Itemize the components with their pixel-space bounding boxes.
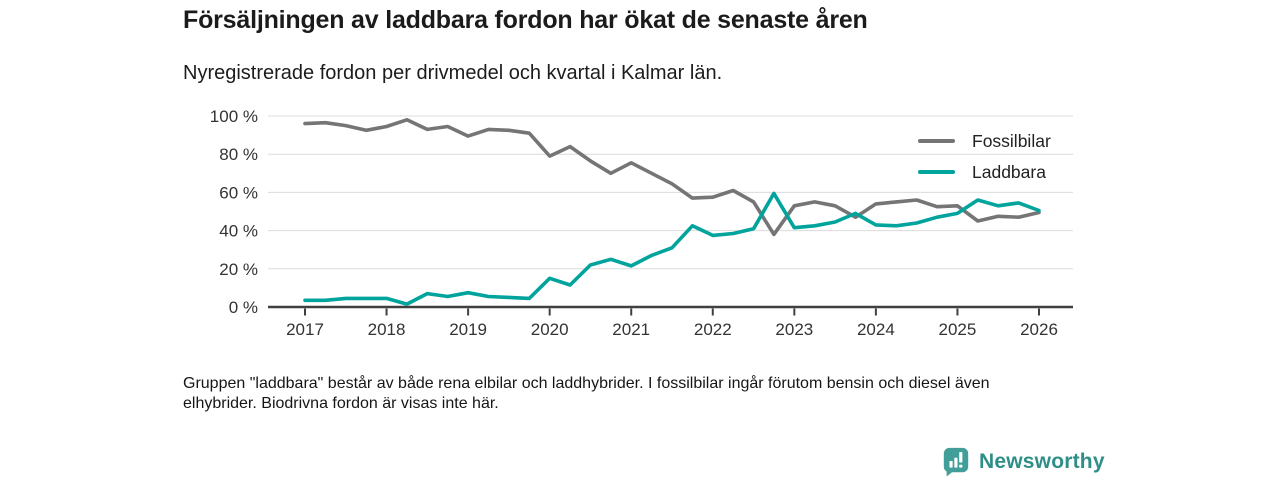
chart-footnote: Gruppen "laddbara" består av både rena elbilar och laddhybrider. I fossilbilar ingår förutom bensin och diesel även elhybrider. Biodrivna fordon är visas inte här. — [183, 375, 990, 413]
x-axis-label: 2022 — [693, 320, 732, 339]
legend-item-laddbara — [918, 161, 1051, 183]
x-axis-label: 2018 — [367, 320, 406, 339]
newsworthy-logo — [941, 446, 1105, 477]
x-axis-label: 2023 — [775, 320, 814, 339]
legend-label-laddbara: Laddbara — [972, 161, 1046, 182]
legend-label-fossilbilar: Fossilbilar — [972, 130, 1051, 151]
y-axis-label: 100 % — [209, 107, 258, 126]
fossilbilar-line-swatch — [918, 139, 955, 143]
laddbara-line — [305, 193, 1039, 304]
x-axis-label: 2024 — [856, 320, 895, 339]
x-axis-label: 2017 — [286, 320, 324, 339]
x-axis-label: 2025 — [938, 320, 977, 339]
laddbara-line-swatch — [918, 170, 955, 174]
x-axis-label: 2021 — [612, 320, 651, 339]
chart-title: Försäljningen av laddbara fordon har ökat de senaste åren — [183, 6, 868, 34]
x-axis-label: 2019 — [449, 320, 488, 339]
newsworthy-chart-pin-icon — [941, 446, 971, 477]
y-axis-label: 60 % — [219, 183, 258, 203]
x-axis-label: 2026 — [1020, 320, 1058, 339]
y-axis-label: 40 % — [219, 221, 258, 241]
y-axis-label: 0 % — [228, 298, 258, 317]
x-axis-label: 2020 — [530, 320, 569, 339]
y-axis-label: 20 % — [219, 259, 258, 279]
legend-item-fossilbilar — [918, 130, 1051, 152]
chart-legend — [918, 130, 1051, 183]
y-axis-label: 80 % — [219, 145, 258, 165]
newsworthy-logo-text: Newsworthy — [979, 449, 1105, 473]
chart-subtitle: Nyregistrerade fordon per drivmedel och kvartal i Kalmar län. — [183, 62, 723, 84]
